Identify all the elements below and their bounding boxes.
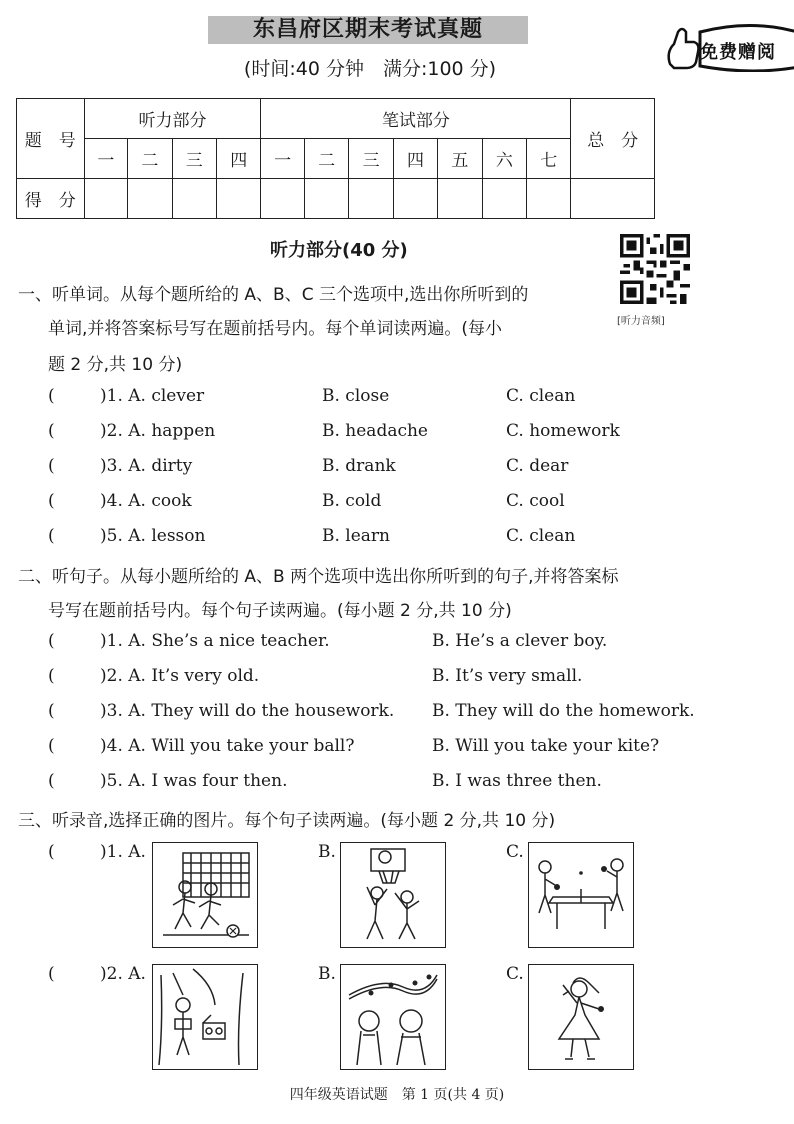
listening-section-title: 听力部分(40 分) [270, 240, 408, 261]
question-3-option-a: )3. A. dirty [100, 456, 193, 476]
sentence-4-option-a: )4. A. Will you take your ball? [100, 736, 355, 756]
question-3-option-b: B. drank [322, 456, 396, 476]
answer-paren[interactable]: ( [48, 666, 55, 686]
answer-paren[interactable]: ( [48, 842, 55, 862]
section3-instruction: 三、听录音,选择正确的图片。每个句子读两遍。(每小题 2 分,共 10 分) [18, 811, 556, 831]
answer-paren[interactable]: ( [48, 964, 55, 984]
sentence-1-option-b: B. He’s a clever boy. [432, 631, 608, 651]
picture-q1-label-b: B. [318, 842, 336, 862]
answer-paren[interactable]: ( [48, 456, 55, 476]
sentence-5-option-a: )5. A. I was four then. [100, 771, 288, 791]
children-with-radio-picture[interactable] [152, 964, 258, 1070]
section1-instruction-line1: 一、听单词。从每个题所给的 A、B、C 三个选项中,选出你所听到的 [18, 285, 529, 305]
answer-paren[interactable]: ( [48, 491, 55, 511]
writing-col-6: 六 [482, 139, 526, 179]
listening-part-label: 听力部分 [84, 99, 261, 139]
question-3-option-c: C. dear [506, 456, 569, 476]
children-music-picture[interactable] [340, 964, 446, 1070]
free-gift-label: 免费赠阅 [700, 42, 776, 63]
section1-instruction-line2: 单词,并将答案标号写在题前括号内。每个单词读两遍。(每小 [48, 319, 503, 339]
question-2-option-c: C. homework [506, 421, 620, 441]
writing-col-1: 一 [261, 139, 305, 179]
sentence-5-option-b: B. I was three then. [432, 771, 602, 791]
basketball-players-picture[interactable] [340, 842, 446, 948]
answer-paren[interactable]: ( [48, 736, 55, 756]
writing-col-2: 二 [304, 139, 348, 179]
question-number-label: 题 号 [17, 99, 85, 179]
score-row-label: 得 分 [17, 179, 85, 219]
picture-q1-label-a: )1. A. [100, 842, 146, 862]
question-4-option-c: C. cool [506, 491, 565, 511]
picture-q1-label-c: C. [506, 842, 524, 862]
answer-paren[interactable]: ( [48, 526, 55, 546]
score-cell[interactable] [527, 179, 571, 219]
sentence-2-option-b: B. It’s very small. [432, 666, 583, 686]
answer-paren[interactable]: ( [48, 421, 55, 441]
score-cell[interactable] [261, 179, 305, 219]
question-5-option-b: B. learn [322, 526, 391, 546]
exam-title: 东昌府区期末考试真题 [208, 16, 528, 44]
exam-subtitle: (时间:40 分钟 满分:100 分) [243, 58, 497, 80]
question-1-option-c: C. clean [506, 386, 576, 406]
total-score-label: 总 分 [571, 99, 655, 179]
answer-paren[interactable]: ( [48, 771, 55, 791]
listening-col-3: 三 [172, 139, 216, 179]
listening-col-2: 二 [128, 139, 172, 179]
sentence-3-option-b: B. They will do the homework. [432, 701, 695, 721]
section2-instruction-line1: 二、听句子。从每小题所给的 A、B 两个选项中选出你所听到的句子,并将答案标 [18, 567, 619, 587]
score-cell[interactable] [128, 179, 172, 219]
question-4-option-a: )4. A. cook [100, 491, 192, 511]
score-table [16, 98, 655, 219]
question-5-option-a: )5. A. lesson [100, 526, 206, 546]
listening-col-1: 一 [84, 139, 128, 179]
writing-col-7: 七 [527, 139, 571, 179]
score-cell[interactable] [349, 179, 393, 219]
answer-paren[interactable]: ( [48, 631, 55, 651]
qr-code-icon[interactable] [620, 234, 690, 304]
score-cell[interactable] [482, 179, 526, 219]
sentence-1-option-a: )1. A. She’s a nice teacher. [100, 631, 330, 651]
score-cell[interactable] [84, 179, 128, 219]
football-players-picture[interactable] [152, 842, 258, 948]
writing-col-4: 四 [393, 139, 437, 179]
picture-q2-label-c: C. [506, 964, 524, 984]
writing-col-5: 五 [438, 139, 482, 179]
answer-paren[interactable]: ( [48, 386, 55, 406]
qr-caption: [听力音频] [617, 316, 665, 327]
writing-col-3: 三 [349, 139, 393, 179]
question-2-option-a: )2. A. happen [100, 421, 216, 441]
section2-instruction-line2: 号写在题前括号内。每个句子读两遍。(每小题 2 分,共 10 分) [48, 601, 512, 621]
table-tennis-picture[interactable] [528, 842, 634, 948]
sentence-2-option-a: )2. A. It’s very old. [100, 666, 260, 686]
page-footer: 四年级英语试题 第 1 页(共 4 页) [289, 1087, 505, 1103]
score-cell[interactable] [172, 179, 216, 219]
score-cell[interactable] [216, 179, 260, 219]
score-cell[interactable] [438, 179, 482, 219]
picture-q2-label-b: B. [318, 964, 336, 984]
picture-q2-label-a: )2. A. [100, 964, 146, 984]
sentence-4-option-b: B. Will you take your kite? [432, 736, 660, 756]
score-cell[interactable] [393, 179, 437, 219]
question-2-option-b: B. headache [322, 421, 428, 441]
score-cell[interactable] [304, 179, 348, 219]
girl-dancing-picture[interactable] [528, 964, 634, 1070]
writing-part-label: 笔试部分 [261, 99, 571, 139]
question-1-option-a: )1. A. clever [100, 386, 205, 406]
section1-instruction-line3: 题 2 分,共 10 分) [48, 355, 183, 375]
total-score-cell[interactable] [571, 179, 655, 219]
sentence-3-option-a: )3. A. They will do the housework. [100, 701, 395, 721]
listening-col-4: 四 [216, 139, 260, 179]
question-1-option-b: B. close [322, 386, 390, 406]
question-4-option-b: B. cold [322, 491, 382, 511]
question-5-option-c: C. clean [506, 526, 576, 546]
answer-paren[interactable]: ( [48, 701, 55, 721]
